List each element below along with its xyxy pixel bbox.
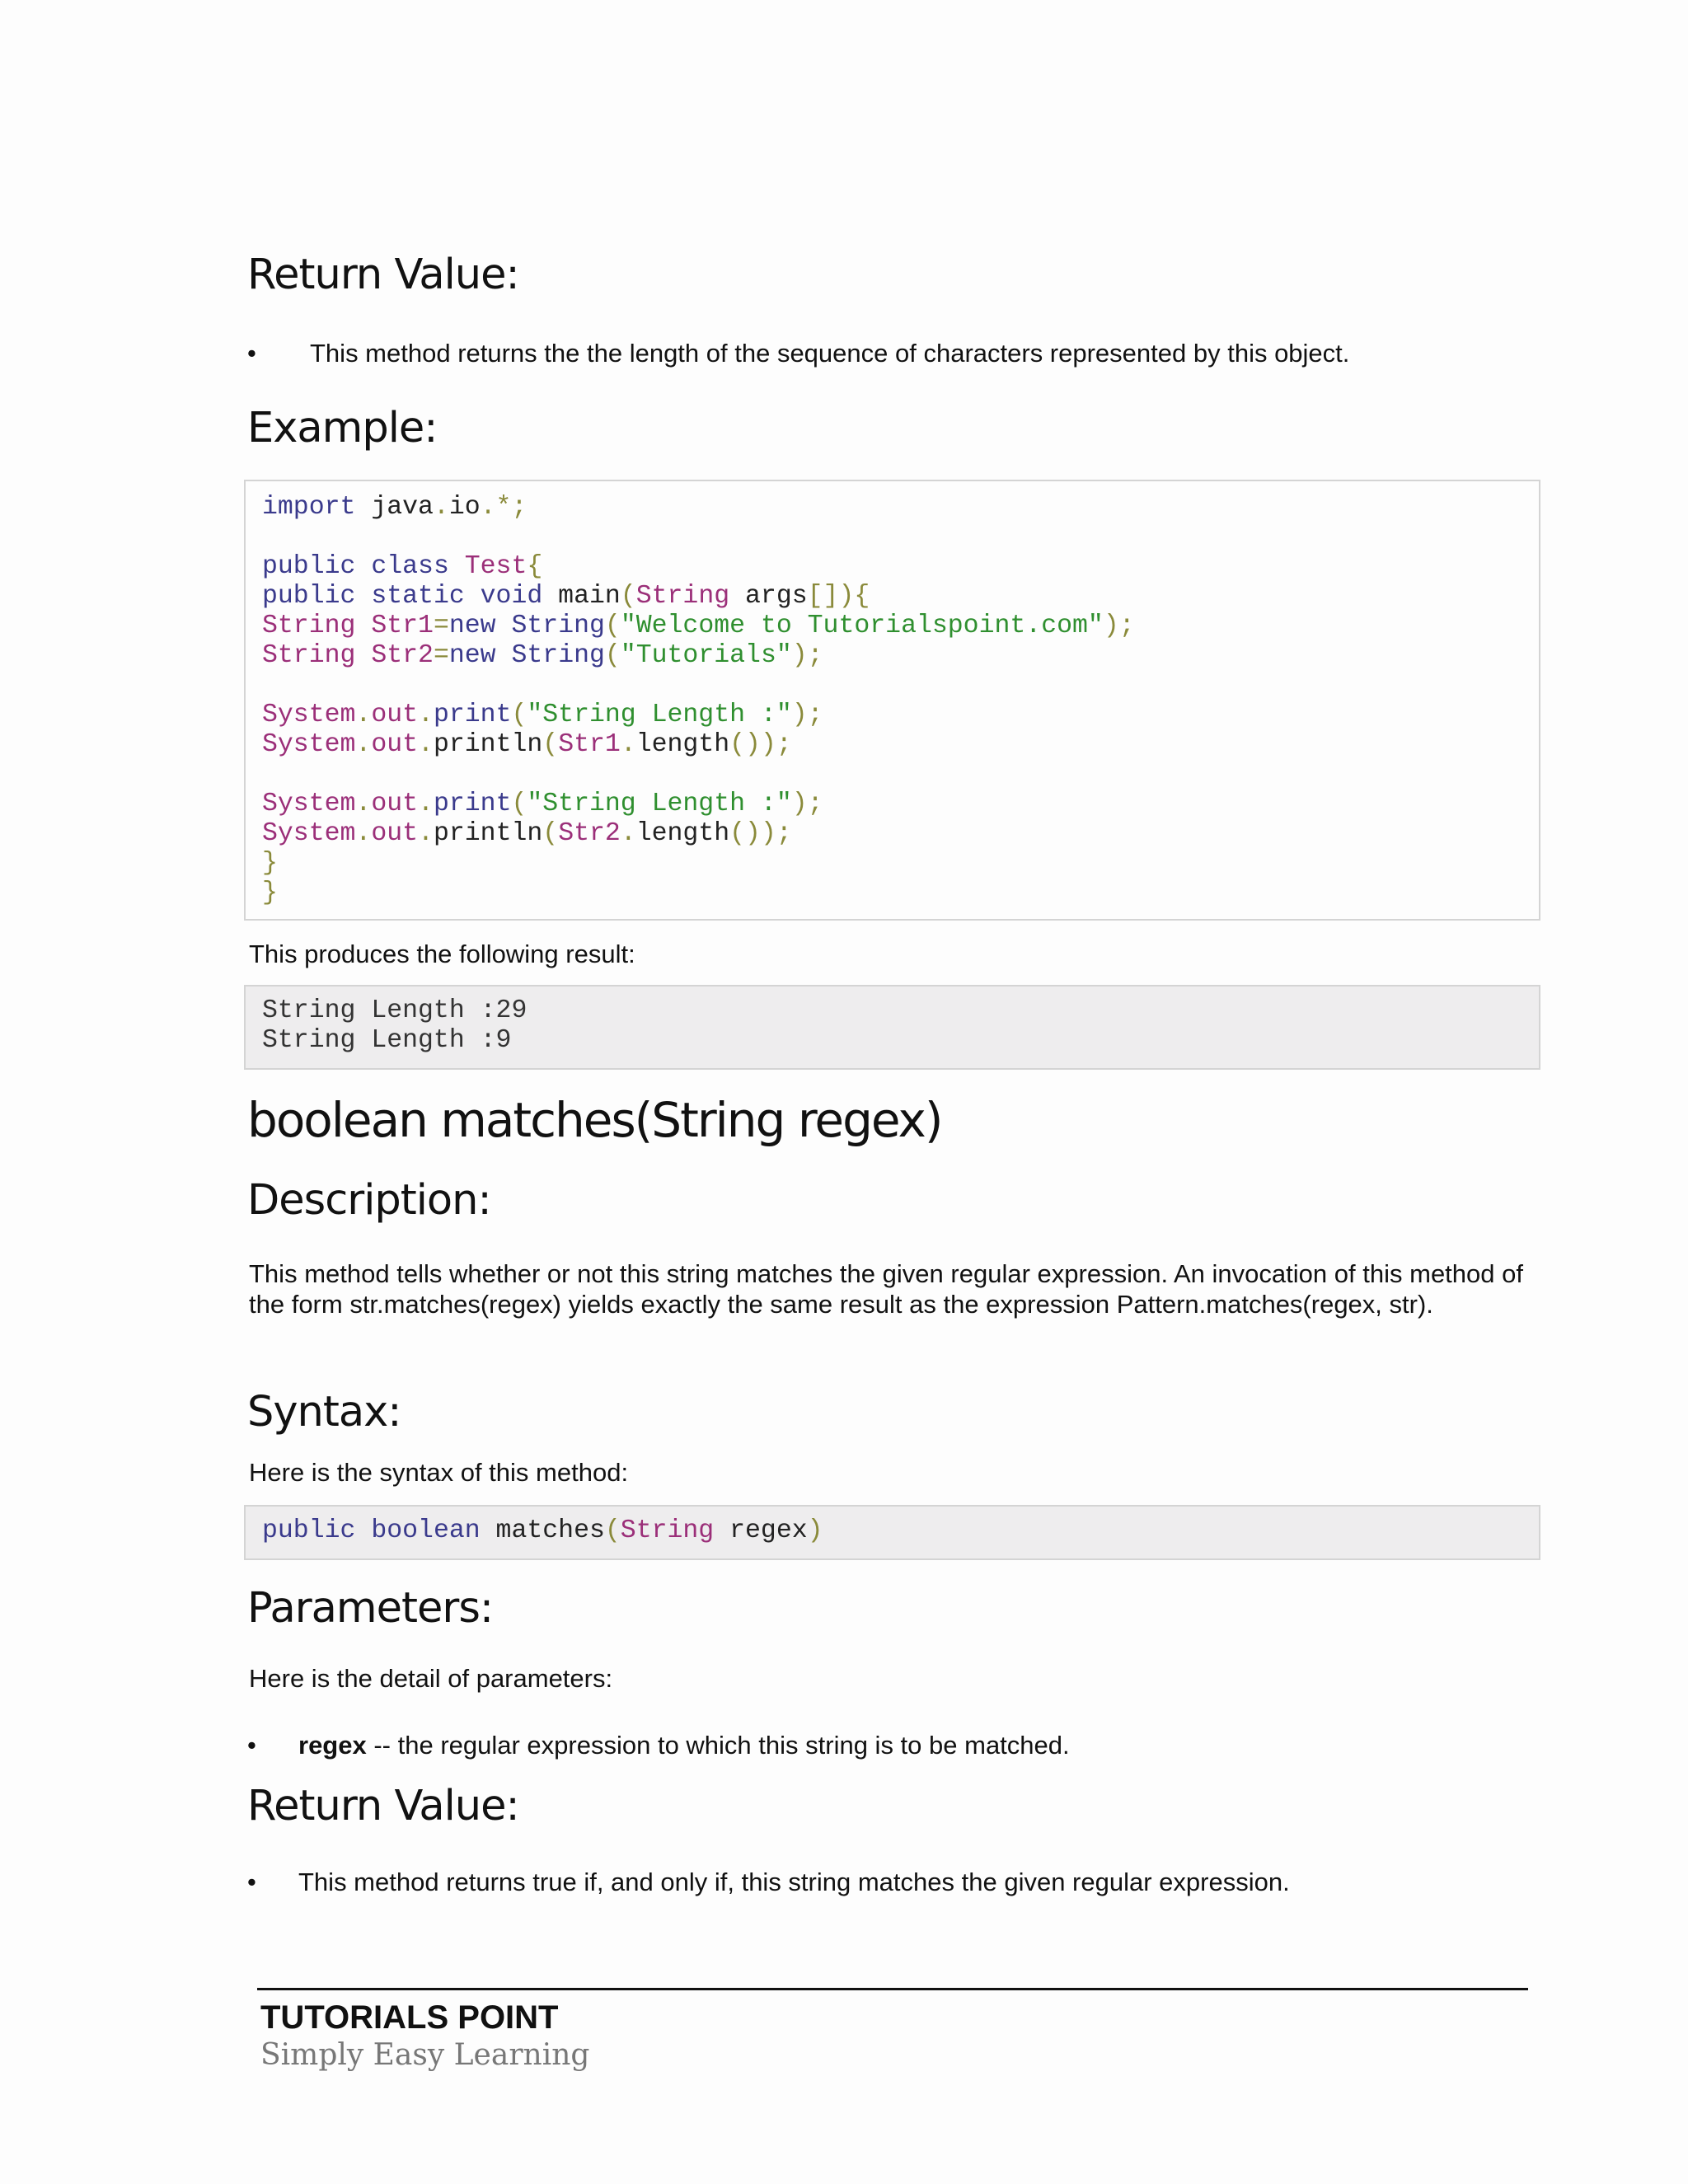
- method-title: boolean matches(String regex): [247, 1092, 942, 1148]
- code-line: public static void main(String args[]){: [262, 582, 870, 611]
- description-text: This method tells whether or not this string matches the given regular expression. An invocation of this method of the form str.matches(regex) yields exactly the same result as the expression Pattern.matches(regex, str).: [249, 1259, 1523, 1319]
- syntax-code-lines: [262, 1516, 1539, 1546]
- parameter-description: -- the regular expression to which this string is to be matched.: [366, 1731, 1070, 1760]
- return-value-heading: Return Value:: [247, 251, 519, 299]
- bullet-glyph: •: [247, 1731, 256, 1760]
- code-line: }: [262, 849, 278, 878]
- code-line: [262, 523, 1539, 552]
- code-line: }: [262, 879, 278, 907]
- code-line: import java.io.*;: [262, 493, 528, 522]
- code-line: String Str1=new String("Welcome to Tutorialspoint.com");: [262, 612, 1135, 640]
- return-value-text: This method returns the the length of the sequence of characters represented by this object.: [310, 339, 1350, 368]
- return-value-bullet-2: [247, 1867, 1533, 1897]
- example-code-lines: [262, 493, 1539, 908]
- code-line: [262, 760, 1539, 790]
- produces-text: This produces the following result:: [249, 940, 635, 968]
- footer-brand: TUTORIALS POINT: [260, 1999, 559, 2036]
- parameters-intro: Here is the detail of parameters:: [249, 1664, 613, 1693]
- description-heading: Description:: [247, 1176, 491, 1225]
- return-value-heading-2: Return Value:: [247, 1782, 519, 1830]
- code-line: public boolean matches(String regex): [262, 1516, 823, 1545]
- bullet-glyph: •: [247, 1868, 256, 1896]
- parameter-bullet: [247, 1730, 1533, 1760]
- footer-tagline: Simply Easy Learning: [260, 2038, 590, 2072]
- example-heading: Example:: [247, 404, 438, 452]
- parameter-item: [298, 1730, 1070, 1760]
- output-line: String Length :9: [262, 1026, 512, 1055]
- code-line: System.out.println(Str1.length());: [262, 730, 792, 759]
- code-line: String Str2=new String("Tutorials");: [262, 641, 823, 670]
- output-lines: [262, 996, 1539, 1056]
- example-code-block: [244, 480, 1540, 921]
- code-line: System.out.println(Str2.length());: [262, 819, 792, 848]
- bullet-glyph: •: [247, 339, 256, 368]
- output-block: [244, 985, 1540, 1070]
- syntax-code-block: [244, 1505, 1540, 1560]
- code-line: System.out.print("String Length :");: [262, 790, 823, 818]
- parameters-heading: Parameters:: [247, 1584, 494, 1633]
- return-value-bullet: [247, 338, 1533, 368]
- output-line: String Length :29: [262, 996, 528, 1025]
- parameter-name: regex: [298, 1731, 367, 1760]
- return-value-text-2: This method returns true if, and only if, this string matches the given regular expression.: [298, 1868, 1290, 1896]
- syntax-intro: Here is the syntax of this method:: [249, 1458, 629, 1487]
- syntax-heading: Syntax:: [247, 1388, 401, 1436]
- footer-rule: [257, 1988, 1528, 1990]
- code-line: [262, 671, 1539, 701]
- code-line: System.out.print("String Length :");: [262, 701, 823, 729]
- code-line: public class Test{: [262, 552, 543, 581]
